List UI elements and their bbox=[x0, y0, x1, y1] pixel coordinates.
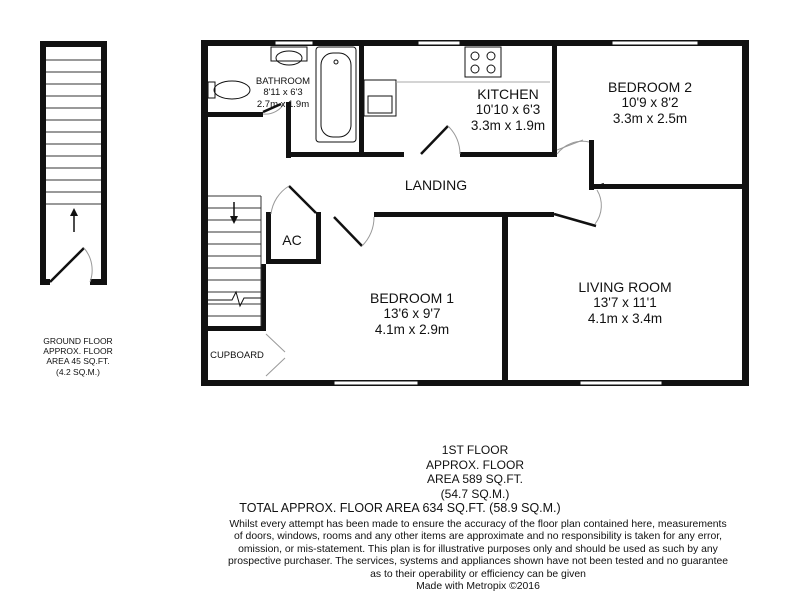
bedroom-1-label bbox=[352, 290, 472, 337]
total-floor-area: TOTAL APPROX. FLOOR AREA 634 SQ.FT. (58.9 SQ.M.) bbox=[239, 501, 561, 515]
living-room-name: LIVING ROOM bbox=[578, 279, 672, 295]
living-room-metric: 4.1m x 3.4m bbox=[587, 310, 663, 326]
stairs-up-arrow-icon bbox=[70, 208, 78, 232]
bathroom-imperial: 8'11 x 6'3 bbox=[263, 87, 303, 99]
first-floor-line-4: (54.7 SQ.M.) bbox=[440, 486, 510, 501]
bedroom-2-label bbox=[590, 79, 710, 126]
kitchen-label bbox=[448, 86, 568, 133]
living-room-imperial: 13'7 x 11'1 bbox=[593, 295, 657, 311]
credit-line: Made with Metropix ©2016 bbox=[416, 581, 540, 593]
ground-floor-plan bbox=[40, 41, 107, 285]
first-floor-line-3: AREA 589 SQ.FT. bbox=[426, 472, 524, 487]
first-floor-area-label bbox=[400, 443, 550, 502]
disclaimer-line-1: Whilst every attempt has been made to ensure the accuracy of the floor plan contained here, measurements bbox=[229, 519, 727, 530]
ground-floor-stairs bbox=[46, 60, 101, 204]
stairs-down-arrow-icon bbox=[230, 202, 238, 224]
bedroom-1-metric: 4.1m x 2.9m bbox=[374, 321, 450, 337]
kitchen-name: KITCHEN bbox=[477, 86, 539, 102]
ground-floor-line-4: (4.2 SQ.M.) bbox=[56, 366, 100, 377]
disclaimer-line-5: as to their operability or efficiency can be given bbox=[370, 568, 586, 580]
kitchen-imperial: 10'10 x 6'3 bbox=[475, 102, 541, 118]
bedroom-2-imperial: 10'9 x 8'2 bbox=[621, 95, 679, 111]
disclaimer-line-2: of doors, windows, rooms and any other items are approximate and no responsibility is taken for any error, bbox=[233, 531, 723, 543]
disclaimer bbox=[198, 519, 758, 594]
first-floor-line-2: APPROX. FLOOR bbox=[425, 457, 525, 472]
disclaimer-line-4: prospective purchaser. The services, systems and appliances shown have not been tested and no guarantee bbox=[227, 556, 729, 568]
first-floor-line-1: 1ST FLOOR bbox=[441, 443, 509, 457]
bathroom-metric: 2.7m x 1.9m bbox=[256, 98, 310, 110]
bathroom-label bbox=[250, 76, 316, 110]
bedroom-2-metric: 3.3m x 2.5m bbox=[612, 110, 688, 126]
ground-floor-door bbox=[50, 248, 92, 282]
bedroom-2-name: BEDROOM 2 bbox=[607, 79, 692, 95]
bathroom-name: BATHROOM bbox=[255, 76, 311, 87]
ground-floor-area-label bbox=[30, 336, 126, 377]
living-room-label bbox=[560, 279, 690, 326]
disclaimer-line-3: omission, or mis-statement. This plan is for illustrative purposes only and should be used as such by any bbox=[238, 543, 718, 555]
bedroom-1-imperial: 13'6 x 9'7 bbox=[383, 306, 441, 322]
bedroom-1-name: BEDROOM 1 bbox=[369, 290, 454, 306]
ground-floor-line-2: APPROX. FLOOR bbox=[43, 346, 113, 357]
ac-label: AC bbox=[282, 232, 302, 248]
kitchen-metric: 3.3m x 1.9m bbox=[470, 117, 546, 133]
cupboard-label: CUPBOARD bbox=[210, 350, 264, 361]
landing-label: LANDING bbox=[404, 177, 468, 193]
ground-floor-line-3: AREA 45 SQ.FT. bbox=[46, 356, 110, 367]
ground-floor-line-1: GROUND FLOOR bbox=[43, 336, 113, 346]
